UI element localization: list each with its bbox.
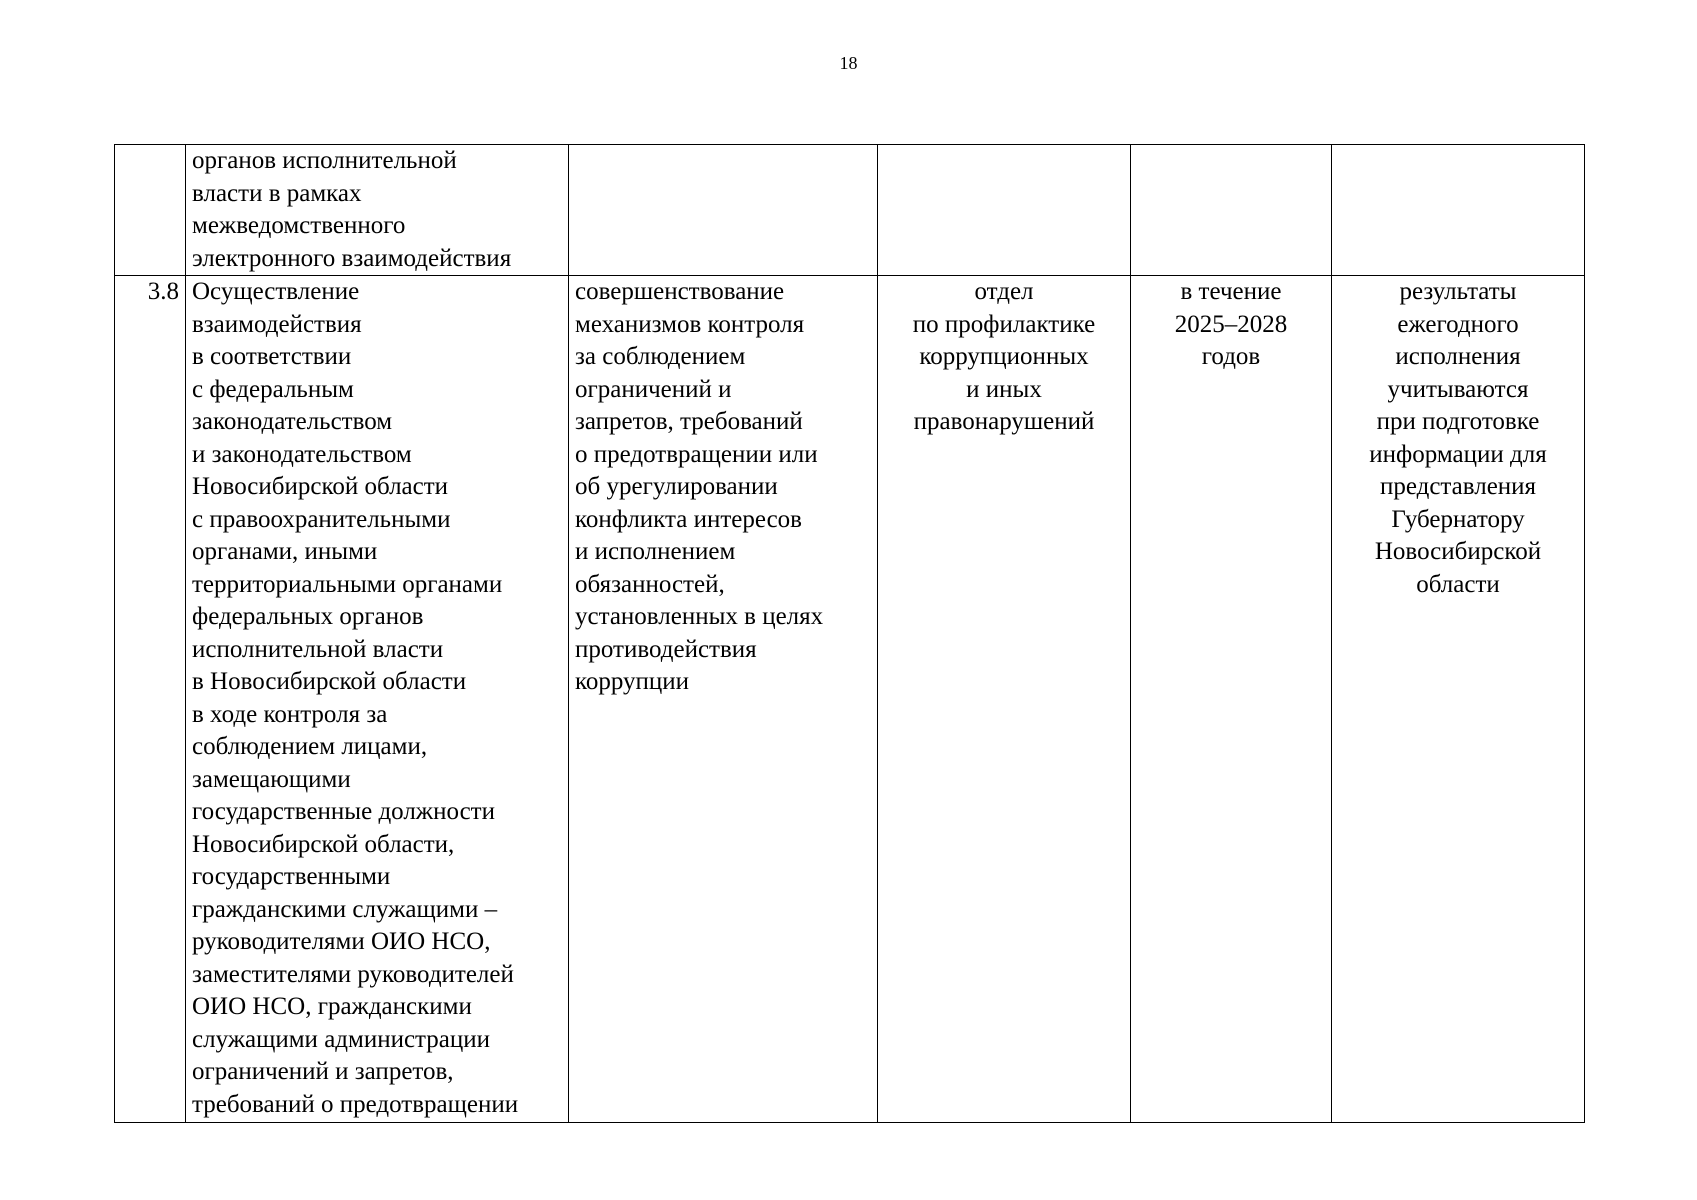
page-number: 18 — [839, 53, 858, 73]
row-number-cell: 3.8 — [115, 276, 186, 1123]
measures-table — [114, 144, 1585, 1123]
table-row — [115, 276, 1585, 1123]
term-cell: в течение 2025–2028 годов — [1131, 276, 1332, 1123]
row-number-cell — [115, 145, 186, 276]
report-cell — [1332, 145, 1585, 276]
executor-cell: отдел по профилактике коррупционных и иных правонарушений — [878, 276, 1131, 1123]
measure-cell: Осуществление взаимодействия в соответствии с федеральным законодательством и законодательством Новосибирской области с правоохранительными органами, иными территориальными органами федеральных органов исполнительной власти в Новосибирской области в ходе контроля за соблюдением лицами, замещающими государственные должности Новосибирской области, государственными гражданскими служащими – руководителями ОИО НСО, заместителями руководителей ОИО НСО, гражданскими служащими администрации ограничений и запретов, требований о предотвращении — [186, 276, 569, 1123]
term-cell — [1131, 145, 1332, 276]
measure-cell: органов исполнительной власти в рамках межведомственного электронного взаимодействия — [186, 145, 569, 276]
expected-result-cell — [569, 145, 878, 276]
executor-cell — [878, 145, 1131, 276]
expected-result-cell: совершенствование механизмов контроля за соблюдением ограничений и запретов, требований о предотвращении или об урегулировании конфликта интересов и исполнением обязанностей, установленных в целях противодействия коррупции — [569, 276, 878, 1123]
table-row — [115, 145, 1585, 276]
report-cell: результаты ежегодного исполнения учитываются при подготовке информации для представления Губернатору Новосибирской области — [1332, 276, 1585, 1123]
